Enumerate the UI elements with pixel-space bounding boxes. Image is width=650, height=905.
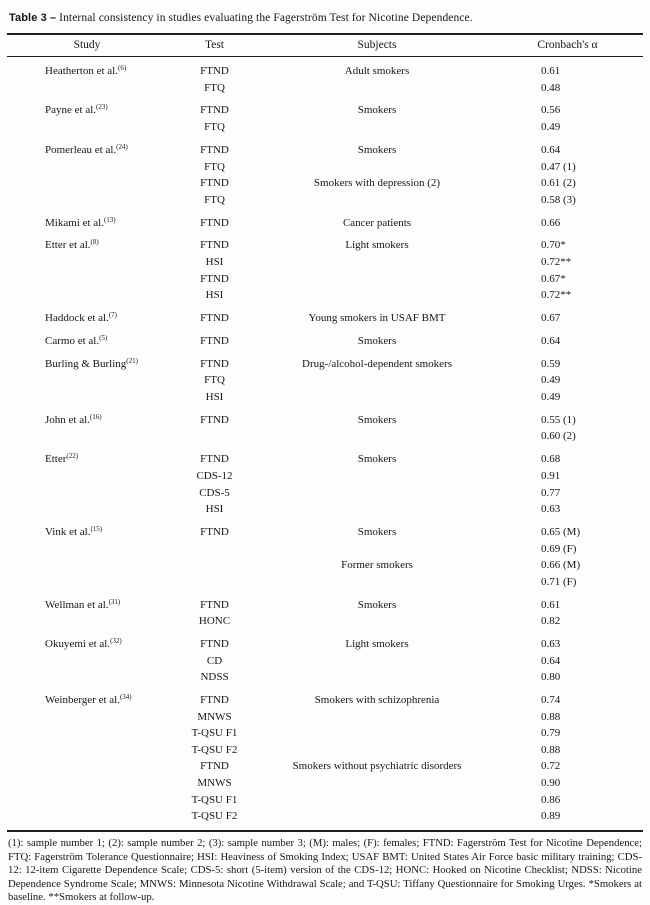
table-caption: Internal consistency in studies evaluating the Fagerström Test for Nicotine Dependence. <box>59 12 473 24</box>
test-cell: HSI <box>205 503 224 516</box>
cronbach-alpha-cell: 0.65 (M) <box>541 526 581 538</box>
table-row <box>7 175 643 192</box>
study-name: Pomerleau et al. <box>45 143 117 156</box>
subjects-cell <box>262 541 492 558</box>
test-cell <box>167 557 262 574</box>
subjects-cell <box>262 614 492 631</box>
subjects-cell: Young smokers in USAF BMT <box>308 312 446 325</box>
subjects-cell <box>262 389 492 406</box>
study-cell <box>7 119 167 136</box>
table-row <box>7 445 643 468</box>
study-cell <box>7 271 167 288</box>
table-row <box>7 389 643 406</box>
study-name: Etter <box>45 453 67 466</box>
subjects-cell <box>262 373 492 390</box>
cronbach-alpha-cell: 0.64 <box>541 654 561 667</box>
subjects-cell: Cancer patients <box>342 216 412 229</box>
test-cell: FTND <box>200 65 229 77</box>
cronbach-alpha-cell: 0.72** <box>541 256 572 269</box>
cronbach-alpha-cell: 0.82 <box>541 615 561 628</box>
study-name: Haddock et al. <box>45 312 109 325</box>
study-cell <box>7 429 167 446</box>
subjects-cell <box>262 271 492 288</box>
reference-superscript: (7) <box>108 311 118 320</box>
study-cell <box>7 136 167 159</box>
study-name: Okuyemi et al. <box>45 638 111 651</box>
test-cell: FTQ <box>204 121 225 134</box>
cronbach-alpha-cell: 0.71 (F) <box>541 575 577 588</box>
test-cell <box>167 429 262 446</box>
table-number: Table 3 – <box>9 12 57 24</box>
reference-superscript: (5) <box>99 333 108 342</box>
cronbach-alpha-cell: 0.86 <box>541 793 561 806</box>
reference-superscript: (32) <box>110 637 122 646</box>
subjects-cell <box>262 742 492 759</box>
study-cell <box>7 630 167 653</box>
col-header-cronbach-alpha: Cronbach's α <box>492 34 643 57</box>
cronbach-alpha-cell: 0.49 <box>541 121 561 134</box>
study-cell <box>7 304 167 327</box>
test-cell: T-QSU F2 <box>191 810 238 823</box>
table-row <box>7 350 643 373</box>
study-cell <box>7 614 167 631</box>
study-cell <box>7 96 167 119</box>
test-cell: FTND <box>200 413 229 426</box>
test-cell: FTND <box>200 143 229 156</box>
cronbach-alpha-cell: 0.60 (2) <box>541 430 576 443</box>
table-row <box>7 159 643 176</box>
subjects-cell <box>262 485 492 502</box>
subjects-cell: Former smokers <box>341 559 413 572</box>
study-cell <box>7 501 167 518</box>
table-row <box>7 271 643 288</box>
subjects-cell: Light smokers <box>345 638 409 651</box>
study-cell <box>7 327 167 350</box>
study-cell <box>7 709 167 726</box>
subjects-cell <box>262 501 492 518</box>
subjects-cell <box>262 809 492 826</box>
test-cell: FTND <box>200 216 229 229</box>
subjects-cell: Adult smokers <box>344 65 410 77</box>
test-cell: MNWS <box>197 710 232 723</box>
subjects-cell <box>262 254 492 271</box>
study-name: Carmo et al. <box>45 334 100 347</box>
study-name: Payne et al. <box>45 104 97 117</box>
reference-superscript: (16) <box>89 412 102 421</box>
study-cell <box>7 809 167 826</box>
subjects-cell <box>262 653 492 670</box>
subjects-cell: Drug-/alcohol-dependent smokers <box>302 357 452 370</box>
table-row <box>7 541 643 558</box>
table-footnote: (1): sample number 1; (2): sample number 2; (3): sample number 3; (M): males; (F): females; FTND: Fagerström Test for Nicotine Dependence; FTQ: Fagerström Tolerance Questionnaire; HSI: Heaviness of Smoking Index; USAF BMT: United States Air Force basic military training; CDS-12: 12-item Cigarette Dependence Scale; CDS-5: short (5-item) version of the CDS-12; HONC: Hooked on Nicotine Checklist; NDSS: Nicotine Dependence Syndrome Scale; MNWS: Minnesota Nicotine Withdrawal Scale; and T-QSU: Tiffany Questionnaire for Smoking Urges. *Smokers at baseline. **Smokers at follow-up. <box>7 830 643 905</box>
cronbach-alpha-cell: 0.70* <box>541 239 566 252</box>
table-row <box>7 254 643 271</box>
table-row <box>7 775 643 792</box>
table-title <box>9 11 643 25</box>
cronbach-alpha-cell: 0.66 <box>541 216 561 229</box>
subjects-cell: Smokers without psychiatric disorders <box>292 760 462 773</box>
table-row <box>7 518 643 541</box>
cronbach-alpha-cell: 0.67* <box>541 272 566 285</box>
test-cell: HONC <box>198 615 231 628</box>
study-cell <box>7 406 167 429</box>
study-cell <box>7 518 167 541</box>
subjects-cell: Smokers <box>357 413 397 426</box>
cronbach-alpha-cell: 0.61 <box>541 65 561 77</box>
subjects-cell: Smokers <box>357 143 397 156</box>
reference-superscript: (31) <box>108 597 121 606</box>
study-cell <box>7 653 167 670</box>
study-cell <box>7 468 167 485</box>
study-cell <box>7 80 167 97</box>
study-cell <box>7 485 167 502</box>
test-cell: FTND <box>200 104 229 117</box>
table-row <box>7 96 643 119</box>
header-row <box>7 34 643 57</box>
study-cell <box>7 175 167 192</box>
table-row <box>7 304 643 327</box>
test-cell: FTND <box>200 694 229 707</box>
table-row <box>7 468 643 485</box>
cronbach-alpha-cell: 0.88 <box>541 710 561 723</box>
cronbach-alpha-cell: 0.74 <box>541 694 561 707</box>
subjects-cell: Smokers with depression (2) <box>313 177 441 190</box>
table-row <box>7 57 643 80</box>
reference-superscript: (22) <box>66 452 79 461</box>
subjects-cell <box>262 574 492 591</box>
reference-superscript: (21) <box>126 356 138 365</box>
test-cell: T-QSU F1 <box>191 793 238 806</box>
table-row <box>7 557 643 574</box>
subjects-cell: Smokers <box>357 453 397 466</box>
table-row <box>7 327 643 350</box>
test-cell: FTND <box>200 357 229 370</box>
test-cell: CDS-12 <box>196 469 233 482</box>
table-row <box>7 709 643 726</box>
table-row <box>7 373 643 390</box>
table-row <box>7 809 643 826</box>
cronbach-alpha-cell: 0.61 (2) <box>541 177 576 190</box>
study-name: Mikami et al. <box>45 216 104 229</box>
table-row <box>7 501 643 518</box>
table-row <box>7 119 643 136</box>
study-name: Etter et al. <box>45 239 91 252</box>
study-cell <box>7 57 167 80</box>
study-cell <box>7 591 167 614</box>
test-cell: FTND <box>200 239 229 252</box>
subjects-cell <box>262 159 492 176</box>
cronbach-alpha-cell: 0.49 <box>541 374 561 387</box>
test-cell: HSI <box>205 391 224 404</box>
table-row <box>7 429 643 446</box>
study-name: Burling & Burling <box>45 357 127 370</box>
table-row <box>7 614 643 631</box>
table-row <box>7 406 643 429</box>
test-cell: HSI <box>205 289 224 302</box>
table-row <box>7 742 643 759</box>
col-header-study: Study <box>7 34 167 57</box>
cronbach-alpha-cell: 0.58 (3) <box>541 193 576 206</box>
cronbach-alpha-cell: 0.48 <box>541 81 561 94</box>
table-row <box>7 485 643 502</box>
table-row <box>7 630 643 653</box>
cronbach-alpha-cell: 0.64 <box>541 334 561 347</box>
table-row <box>7 726 643 743</box>
test-cell: FTQ <box>204 374 225 387</box>
study-cell <box>7 541 167 558</box>
table-row <box>7 231 643 254</box>
subjects-cell <box>262 80 492 97</box>
subjects-cell <box>262 775 492 792</box>
subjects-cell <box>262 726 492 743</box>
reference-superscript: (8) <box>90 238 99 247</box>
table-row <box>7 670 643 687</box>
subjects-cell <box>262 119 492 136</box>
study-cell <box>7 574 167 591</box>
table-body <box>7 57 643 826</box>
table-row <box>7 80 643 97</box>
test-cell: HSI <box>205 256 224 269</box>
table-row <box>7 192 643 209</box>
test-cell <box>167 541 262 558</box>
study-cell <box>7 192 167 209</box>
test-cell: MNWS <box>197 777 232 790</box>
test-cell: CD <box>206 654 223 667</box>
study-cell <box>7 686 167 709</box>
cronbach-alpha-cell: 0.49 <box>541 391 561 404</box>
cronbach-alpha-cell: 0.59 <box>541 357 561 370</box>
study-cell <box>7 209 167 232</box>
test-cell: CDS-5 <box>199 486 230 499</box>
cronbach-alpha-cell: 0.61 <box>541 598 561 611</box>
study-cell <box>7 373 167 390</box>
study-cell <box>7 231 167 254</box>
internal-consistency-table <box>7 33 643 825</box>
test-cell: FTND <box>200 638 229 651</box>
subjects-cell: Smokers <box>357 104 397 117</box>
study-cell <box>7 350 167 373</box>
test-cell: FTQ <box>204 81 225 94</box>
reference-superscript: (6) <box>118 64 127 72</box>
test-cell: T-QSU F1 <box>191 727 238 740</box>
study-cell <box>7 726 167 743</box>
subjects-cell: Smokers with schizophrenia <box>314 694 440 707</box>
subjects-cell <box>262 429 492 446</box>
study-cell <box>7 742 167 759</box>
cronbach-alpha-cell: 0.47 (1) <box>541 160 576 173</box>
study-name: Vink et al. <box>45 526 91 538</box>
reference-superscript: (34) <box>119 693 132 702</box>
subjects-cell: Light smokers <box>345 239 409 252</box>
table-row <box>7 136 643 159</box>
test-cell <box>167 574 262 591</box>
study-name: Heatherton et al. <box>45 65 118 77</box>
study-cell <box>7 759 167 776</box>
subjects-cell <box>262 288 492 305</box>
cronbach-alpha-cell: 0.90 <box>541 777 561 790</box>
subjects-cell: Smokers <box>357 598 397 611</box>
cronbach-alpha-cell: 0.89 <box>541 810 561 823</box>
study-cell <box>7 445 167 468</box>
cronbach-alpha-cell: 0.69 (F) <box>541 542 577 555</box>
cronbach-alpha-cell: 0.80 <box>541 671 561 684</box>
reference-superscript: (13) <box>103 215 116 224</box>
cronbach-alpha-cell: 0.64 <box>541 143 561 156</box>
test-cell: FTND <box>200 526 229 538</box>
cronbach-alpha-cell: 0.88 <box>541 743 561 756</box>
test-cell: T-QSU F2 <box>191 743 238 756</box>
subjects-cell <box>262 709 492 726</box>
table-row <box>7 288 643 305</box>
test-cell: FTND <box>200 453 229 466</box>
table-row <box>7 653 643 670</box>
study-name: Weinberger et al. <box>45 694 120 707</box>
cronbach-alpha-cell: 0.55 (1) <box>541 413 576 426</box>
cronbach-alpha-cell: 0.67 <box>541 312 561 325</box>
subjects-cell <box>262 192 492 209</box>
test-cell: FTND <box>200 334 229 347</box>
study-name: Wellman et al. <box>45 598 109 611</box>
cronbach-alpha-cell: 0.77 <box>541 486 561 499</box>
study-name: John et al. <box>45 413 90 426</box>
test-cell: FTND <box>200 598 229 611</box>
subjects-cell <box>262 792 492 809</box>
test-cell: FTQ <box>204 160 225 173</box>
cronbach-alpha-cell: 0.79 <box>541 727 561 740</box>
reference-superscript: (24) <box>116 142 128 151</box>
study-cell <box>7 775 167 792</box>
test-cell: FTQ <box>204 193 225 206</box>
cronbach-alpha-cell: 0.66 (M) <box>541 559 581 572</box>
study-cell <box>7 254 167 271</box>
test-cell: FTND <box>200 760 229 773</box>
table-row <box>7 759 643 776</box>
test-cell: FTND <box>200 272 229 285</box>
study-cell <box>7 792 167 809</box>
col-header-subjects: Subjects <box>262 34 492 57</box>
subjects-cell <box>262 468 492 485</box>
reference-superscript: (15) <box>90 525 103 533</box>
cronbach-alpha-cell: 0.56 <box>541 104 561 117</box>
subjects-cell <box>262 670 492 687</box>
test-cell: FTND <box>200 177 229 190</box>
cronbach-alpha-cell: 0.63 <box>541 503 561 516</box>
table-row <box>7 574 643 591</box>
table-row <box>7 591 643 614</box>
study-cell <box>7 288 167 305</box>
cronbach-alpha-cell: 0.63 <box>541 638 561 651</box>
reference-superscript: (23) <box>96 103 108 112</box>
table-row <box>7 792 643 809</box>
study-cell <box>7 670 167 687</box>
subjects-cell: Smokers <box>357 526 397 538</box>
subjects-cell: Smokers <box>357 334 397 347</box>
cronbach-alpha-cell: 0.68 <box>541 453 561 466</box>
test-cell: FTND <box>200 312 229 325</box>
study-cell <box>7 159 167 176</box>
cronbach-alpha-cell: 0.72 <box>541 760 561 773</box>
cronbach-alpha-cell: 0.91 <box>541 469 561 482</box>
col-header-test: Test <box>167 34 262 57</box>
study-cell <box>7 389 167 406</box>
study-cell <box>7 557 167 574</box>
cronbach-alpha-cell: 0.72** <box>541 289 572 302</box>
table-row <box>7 686 643 709</box>
table-row <box>7 209 643 232</box>
test-cell: NDSS <box>200 671 229 684</box>
